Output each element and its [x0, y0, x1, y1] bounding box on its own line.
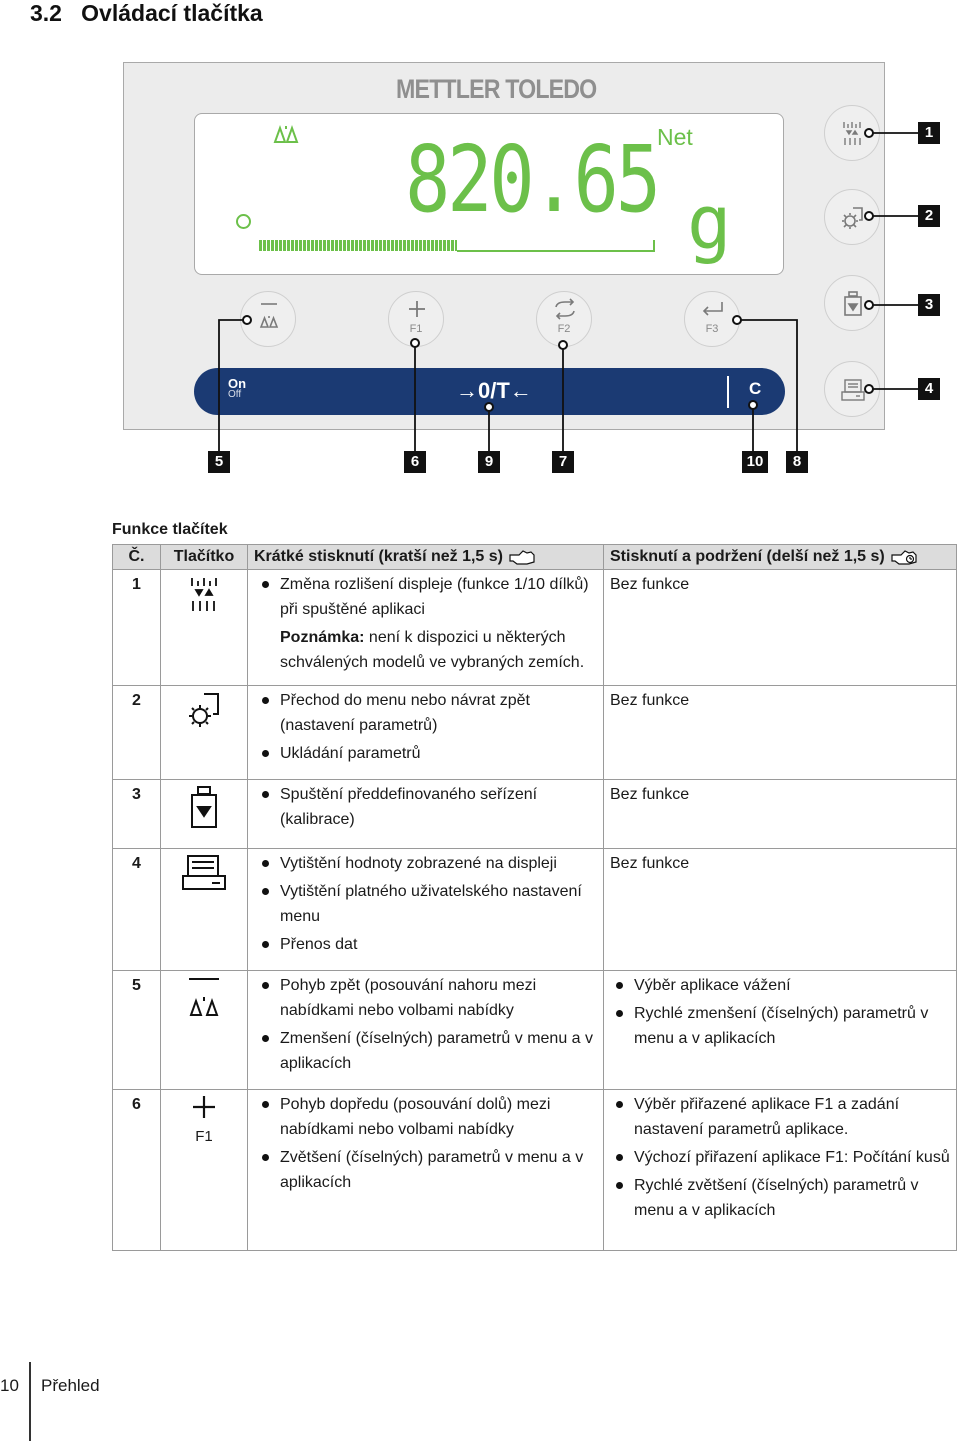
short-press-cell	[248, 780, 604, 849]
table-caption: Funkce tlačítek	[112, 521, 228, 538]
table-row	[113, 971, 957, 1090]
hand-press-icon	[509, 549, 535, 565]
note-text: není k dispozici u některých schválených modelů ve vybraných zemích.	[280, 629, 585, 671]
header-key: Tlačítko	[161, 545, 248, 570]
list-item: Vytištění hodnoty zobrazené na displeji	[256, 851, 597, 876]
list-item: Pohyb zpět (posouvání nahoru mezi nabídkami nebo volbami nabídky	[256, 973, 597, 1023]
list-item: Zmenšení (číselných) parametrů v menu a v aplikacích	[256, 1026, 597, 1076]
callout-7: 7	[552, 451, 574, 473]
weight-calibration-icon	[189, 784, 219, 830]
f1-label: F1	[409, 323, 423, 335]
list-item: Rychlé zmenšení (číselných) parametrů v menu a v aplikacích	[610, 1001, 950, 1051]
table-row	[113, 570, 957, 686]
hand-hold-icon	[891, 549, 917, 565]
weight-unit: g	[687, 180, 732, 266]
footer-section: Přehled	[41, 1376, 100, 1395]
row-number: 3	[113, 780, 161, 849]
short-press-cell	[248, 849, 604, 971]
table-row	[113, 686, 957, 780]
header-short-press	[248, 545, 604, 570]
table-header-row	[113, 545, 957, 570]
list-item: Ukládání parametrů	[256, 741, 597, 766]
short-press-cell	[248, 570, 604, 686]
callout-4: 4	[918, 378, 940, 400]
long-press-cell: Bez funkce	[604, 780, 957, 849]
header-number: Č.	[113, 545, 161, 570]
net-indicator: Net	[657, 124, 693, 150]
list-item: Změna rozlišení displeje (funkce 1/10 dílků) při spuštěné aplikaci	[256, 572, 597, 622]
plus-icon	[189, 1094, 219, 1120]
callout-8: 8	[786, 451, 808, 473]
brand-logo: METTLER TOLEDO	[396, 74, 597, 104]
section-number: 3.2	[30, 0, 62, 26]
row-number: 5	[113, 971, 161, 1090]
callout-9: 9	[478, 451, 500, 473]
table-row	[113, 1090, 957, 1251]
section-heading: Ovládací tlačítka	[81, 0, 263, 26]
callout-1: 1	[918, 122, 940, 144]
gear-icon	[184, 690, 224, 734]
short-press-cell	[248, 686, 604, 780]
clear-key[interactable]: C	[749, 379, 762, 398]
f2-label: F2	[557, 323, 571, 335]
callout-6: 6	[404, 451, 426, 473]
callout-pointers	[0, 0, 960, 480]
row-key-cell	[161, 780, 248, 849]
on-label: On	[228, 376, 247, 391]
row-key-cell	[161, 971, 248, 1090]
long-press-cell	[604, 971, 957, 1090]
row-key-cell	[161, 849, 248, 971]
list-item: Výchozí přiřazení aplikace F1: Počítání kusů	[610, 1145, 950, 1170]
long-press-cell: Bez funkce	[604, 570, 957, 686]
printer-icon	[180, 853, 228, 893]
table-row	[113, 849, 957, 971]
list-item: Přechod do menu nebo návrat zpět (nastavení parametrů)	[256, 688, 597, 738]
header-long-press-text: Stisknutí a podržení (delší než 1,5 s)	[610, 548, 885, 565]
long-press-cell	[604, 1090, 957, 1251]
list-item: Pohyb dopředu (posouvání dolů) mezi nabídkami nebo volbami nabídky	[256, 1092, 597, 1142]
minus-scale-icon	[184, 975, 224, 1019]
f1-label: F1	[195, 1128, 213, 1145]
off-label: Off	[228, 389, 242, 400]
list-item: Výběr přiřazené aplikace F1 a zadání nastavení parametrů aplikace.	[610, 1092, 950, 1142]
row-number: 4	[113, 849, 161, 971]
callout-3: 3	[918, 294, 940, 316]
callout-5: 5	[208, 451, 230, 473]
short-press-cell	[248, 971, 604, 1090]
row-key-cell	[161, 570, 248, 686]
table-row	[113, 780, 957, 849]
list-item: Rychlé zvětšení (číselných) parametrů v menu a v aplikacích	[610, 1173, 950, 1223]
key-function-table	[112, 544, 957, 1251]
callout-2: 2	[918, 205, 940, 227]
row-number: 6	[113, 1090, 161, 1251]
note-label: Poznámka:	[280, 629, 365, 646]
list-item: Vytištění platného uživatelského nastavení menu	[256, 879, 597, 929]
header-long-press	[604, 545, 957, 570]
long-press-cell: Bez funkce	[604, 686, 957, 780]
f3-label: F3	[705, 323, 719, 335]
long-press-cell: Bez funkce	[604, 849, 957, 971]
weight-value: 820.65	[405, 126, 658, 233]
list-item: Spuštění předdefinovaného seřízení (kalibrace)	[256, 782, 597, 832]
row-key-cell	[161, 1090, 248, 1251]
header-short-press-text: Krátké stisknutí (kratší než 1,5 s)	[254, 548, 503, 565]
row-key-cell	[161, 686, 248, 780]
list-item: Výběr aplikace vážení	[610, 973, 950, 998]
callout-10: 10	[742, 451, 768, 473]
list-item: Přenos dat	[256, 932, 597, 957]
row-number: 2	[113, 686, 161, 780]
footer-divider	[29, 1362, 31, 1441]
resolution-icon	[187, 574, 221, 614]
zero-tare-key[interactable]: →0/T←	[456, 378, 532, 403]
note	[256, 625, 597, 675]
page-number: 10	[0, 1376, 19, 1395]
short-press-cell	[248, 1090, 604, 1251]
list-item: Zvětšení (číselných) parametrů v menu a v aplikacích	[256, 1145, 597, 1195]
row-number: 1	[113, 570, 161, 686]
